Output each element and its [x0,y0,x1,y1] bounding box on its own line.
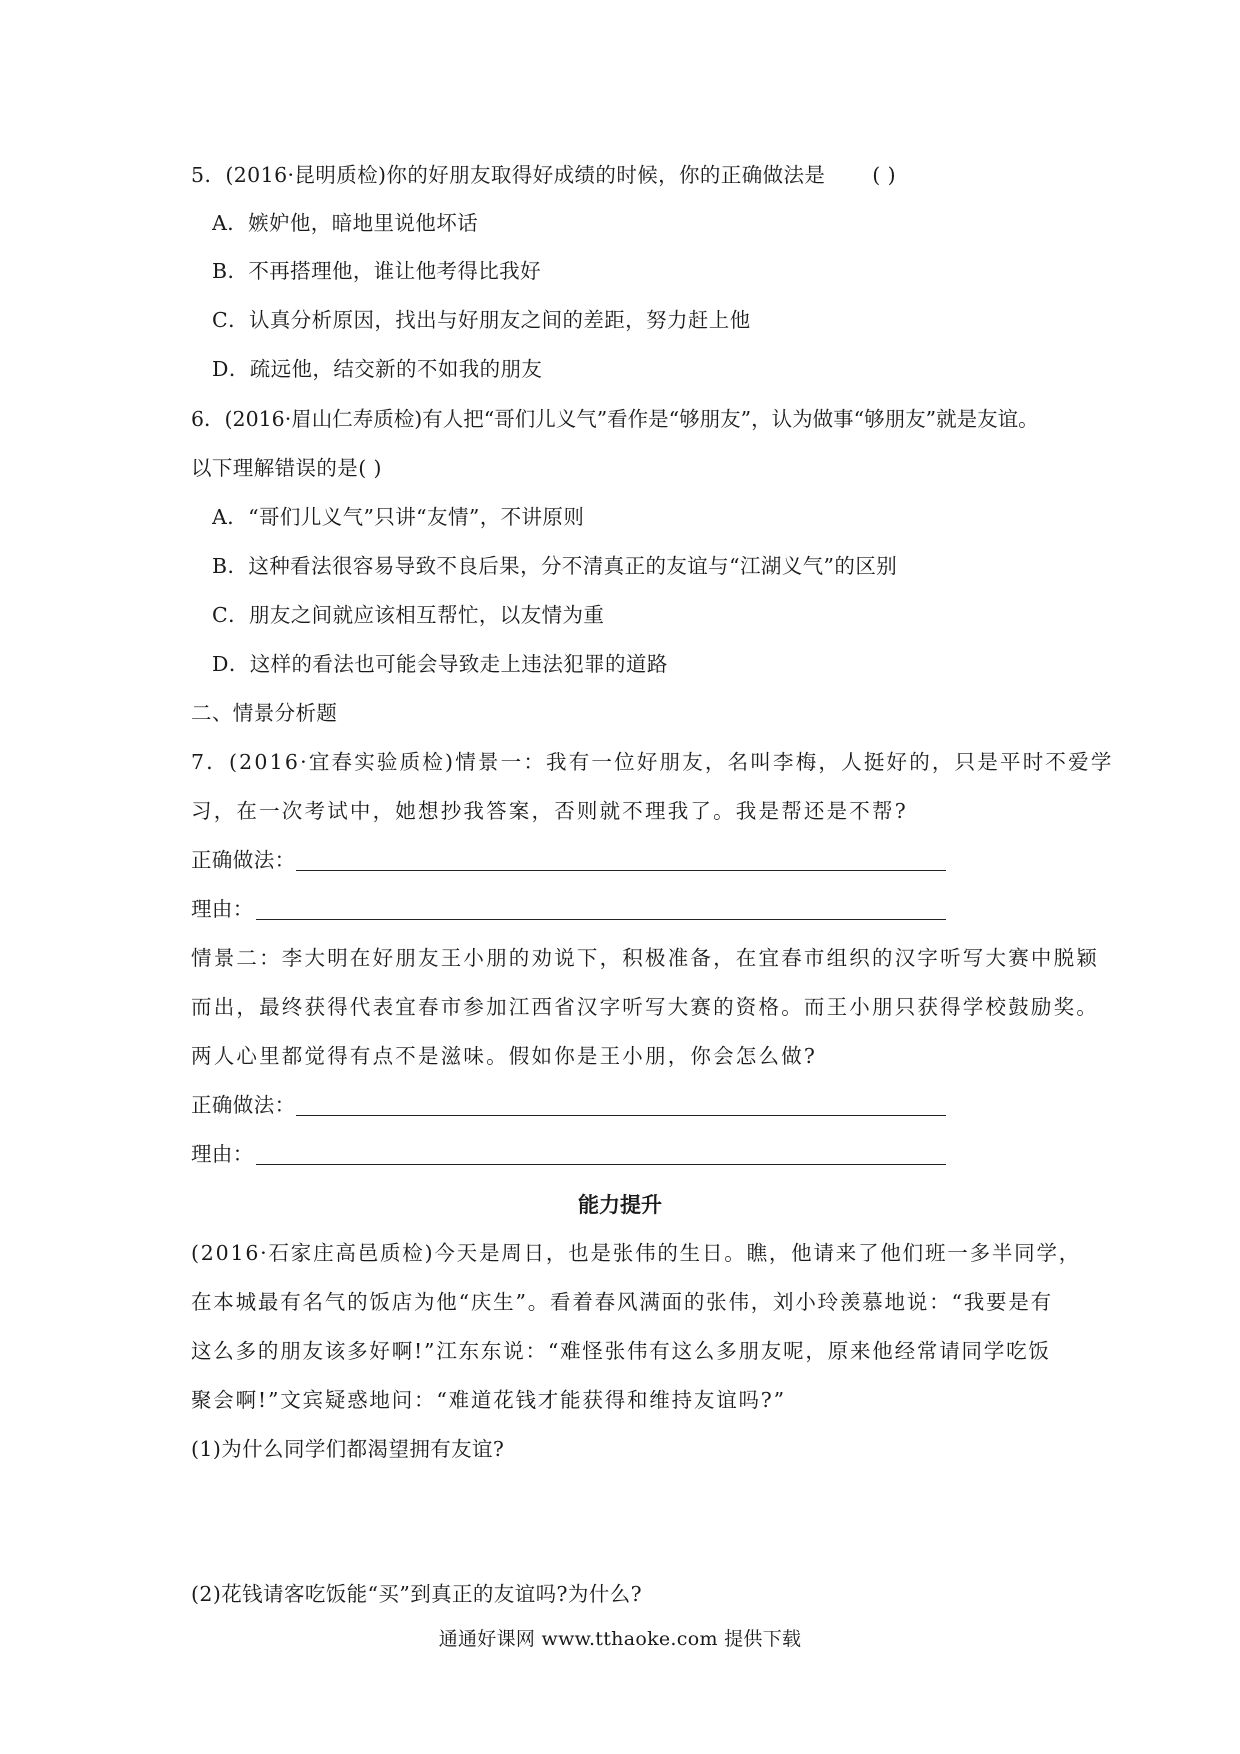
q6-option-c: C．朋友之间就应该相互帮忙，以友情为重 [212,603,605,627]
q6-option-b: B．这种看法很容易导致不良后果，分不清真正的友谊与“江湖义气”的区别 [212,554,898,578]
ability-title: 能力提升 [578,1193,662,1217]
q6-stem-line2: 以下理解错误的是( ) [191,456,382,480]
page-footer: 通通好课网 www.tthaoke.com 提供下载 [438,1628,802,1650]
q6-option-d: D．这样的看法也可能会导致走上违法犯罪的道路 [212,652,668,676]
q7-s1-answer-label: 正确做法： [191,848,296,872]
q6-option-a: A．“哥们儿义气”只讲“友情”，不讲原则 [212,505,585,529]
section-heading: 二、情景分析题 [191,701,338,725]
q7-s2-reason-label: 理由： [191,1142,254,1166]
q7-s2-line3: 两人心里都觉得有点不是滋味。假如你是王小朋，你会怎么做? [191,1044,818,1068]
q7-s1-reason-label: 理由： [191,897,254,921]
q6-stem-line1: 6．(2016·眉山仁寿质检)有人把“哥们儿义气”看作是“够朋友”，认为做事“够朋友”就是友谊。 [191,407,1039,431]
q5-option-d: D．疏远他，结交新的不如我的朋友 [212,357,543,381]
ability-line2: 在本城最有名气的饭店为他“庆生”。看着春风满面的张伟，刘小玲羡慕地说：“我要是有 [191,1290,1053,1314]
q7-s2-answer-blank[interactable] [296,1115,946,1116]
q5-option-b: B．不再搭理他，谁让他考得比我好 [212,259,541,283]
q5-answer-bracket: ( ) [872,163,896,187]
q5-option-a: A．嫉妒他，暗地里说他坏话 [212,211,479,235]
q5-stem [191,160,896,190]
ability-question-2: (2)花钱请客吃饭能“买”到真正的友谊吗?为什么? [191,1582,642,1606]
q7-s2-answer-label: 正确做法： [191,1093,296,1117]
q5-option-c: C．认真分析原因，找出与好朋友之间的差距，努力赶上他 [212,308,751,332]
q7-s2-line2: 而出，最终获得代表宜春市参加江西省汉字听写大赛的资格。而王小朋只获得学校鼓励奖。 [191,995,1099,1019]
q7-line1: 7．(2016·宜春实验质检)情景一：我有一位好朋友，名叫李梅，人挺好的，只是平时不爱学 [191,750,1114,774]
q5-stem-text: 5．(2016·昆明质检)你的好朋友取得好成绩的时候，你的正确做法是 [191,163,826,187]
q7-s2-line1: 情景二：李大明在好朋友王小朋的劝说下，积极准备，在宜春市组织的汉字听写大赛中脱颖 [191,946,1099,970]
q7-s2-reason-blank[interactable] [256,1164,946,1165]
q7-s1-reason-blank[interactable] [256,919,946,920]
ability-question-1: (1)为什么同学们都渴望拥有友谊? [191,1437,505,1461]
ability-line4: 聚会啊!”文宾疑惑地问：“难道花钱才能获得和维持友谊吗?” [191,1388,786,1412]
q7-s1-answer-blank[interactable] [296,870,946,871]
ability-line3: 这么多的朋友该多好啊!”江东东说：“难怪张伟有这么多朋友呢，原来他经常请同学吃饭 [191,1339,1051,1363]
ability-line1: (2016·石家庄高邑质检)今天是周日，也是张伟的生日。瞧，他请来了他们班一多半同学， [191,1241,1082,1265]
q7-line2: 习，在一次考试中，她想抄我答案，否则就不理我了。我是帮还是不帮? [191,799,908,823]
